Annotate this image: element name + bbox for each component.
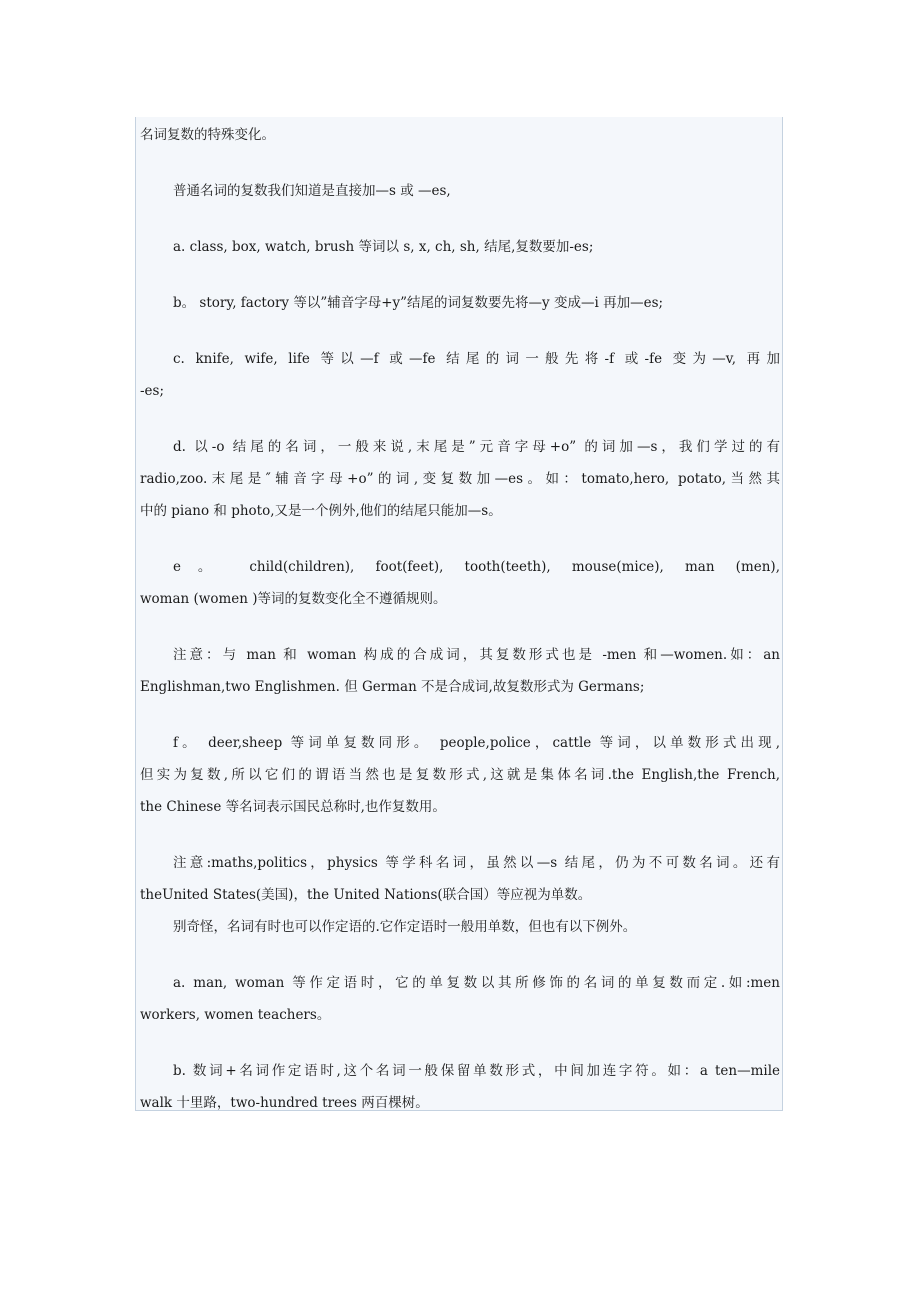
paragraph <box>140 231 780 263</box>
paragraph <box>140 175 780 207</box>
paragraph <box>140 1055 780 1119</box>
paragraph-line: walk 十里路，two-hundred trees 两百棵树。 <box>140 1095 429 1111</box>
paragraph <box>140 287 780 319</box>
paragraph-line: 名词复数的特殊变化。 <box>140 127 275 143</box>
paragraph-line: f。 deer,sheep 等词单复数同形。 people,police，cattle 等词，以单数形式出现, <box>173 735 780 751</box>
paragraph-line: radio,zoo.末尾是″辅音字母+o”的词,变复数加—es。如：tomato,hero, potato,当然其 <box>140 471 780 487</box>
paragraph <box>140 343 780 407</box>
paragraph-line: woman (women )等词的复数变化全不遵循规则。 <box>140 591 447 607</box>
paragraph <box>140 551 780 615</box>
paragraph-line: workers, women teachers。 <box>140 1007 331 1023</box>
paragraph <box>140 431 780 527</box>
paragraph <box>140 119 780 151</box>
paragraph-line: e。 child(children), foot(feet), tooth(teeth), mouse(mice), man (men), <box>173 559 780 575</box>
paragraph <box>140 847 780 911</box>
paragraph-line: a. man, woman 等作定语时，它的单复数以其所修饰的名词的单复数而定.如:men <box>173 975 780 991</box>
paragraph <box>140 911 780 943</box>
paragraph <box>140 967 780 1031</box>
paragraph <box>140 639 780 703</box>
paragraph-line: b。 story, factory 等以”辅音字母+y”结尾的词复数要先将—y 变成—i 再加—es; <box>173 295 664 311</box>
document-panel <box>135 117 783 1111</box>
paragraph-line: 别奇怪，名词有时也可以作定语的.它作定语时一般用单数，但也有以下例外。 <box>173 919 637 935</box>
paragraph-line: 普通名词的复数我们知道是直接加—s 或 —es, <box>173 183 451 199</box>
paragraph-line: 注意：与 man 和 woman 构成的合成词，其复数形式也是 -men 和—women.如：an <box>173 647 780 663</box>
paragraph-line: 注意:maths,politics，physics 等学科名词，虽然以—s 结尾，仍为不可数名词。还有 <box>173 855 780 871</box>
paragraph-line: 中的 piano 和 photo,又是一个例外,他们的结尾只能加—s。 <box>140 503 502 519</box>
paragraph-line: 但实为复数,所以它们的谓语当然也是复数形式,这就是集体名词.the English,the French, <box>140 767 780 783</box>
paragraph-line: d. 以-o 结尾的名词，一般来说,末尾是”元音字母+o” 的词加—s，我们学过的有 <box>173 439 780 455</box>
paragraph-line: theUnited States(美国)，the United Nations(联合国）等应视为单数。 <box>140 887 592 903</box>
paragraph-line: a. class, box, watch, brush 等词以 s, x, ch, sh, 结尾,复数要加-es; <box>173 239 594 255</box>
paragraph-line: the Chinese 等名词表示国民总称时,也作复数用。 <box>140 799 446 815</box>
paragraph-line: c. knife, wife, life 等以—f 或—fe 结尾的词一般先将-f 或-fe 变为—v, 再加 <box>173 351 780 367</box>
paragraph-line: Englishman,two Englishmen. 但 German 不是合成词,故复数形式为 Germans; <box>140 679 645 695</box>
paragraph-line: -es; <box>140 383 165 399</box>
paragraph-line: b. 数词+名词作定语时,这个名词一般保留单数形式，中间加连字符。如：a ten—mile <box>173 1063 780 1079</box>
paragraph <box>140 727 780 823</box>
